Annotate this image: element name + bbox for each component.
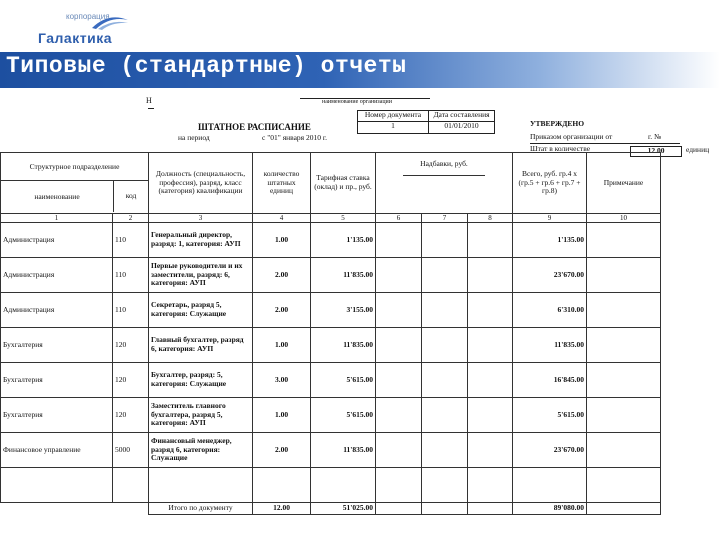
cell-units: 1.00 (253, 398, 311, 433)
cell-division: Бухгалтерия (1, 328, 113, 363)
cell-rate: 5'615.00 (311, 363, 376, 398)
table-header-row (1, 153, 661, 214)
cell-total: 5'615.00 (513, 398, 587, 433)
cell-total: 23'670.00 (513, 433, 587, 468)
cell-division: Администрация (1, 258, 113, 293)
cell-position: Главный бухгалтер, разряд 6, категория: АУП (149, 328, 253, 363)
col-number: 3 (149, 214, 253, 223)
col-number: 10 (587, 214, 661, 223)
cell-rate: 11'835.00 (311, 433, 376, 468)
totals-total: 89'080.00 (513, 503, 587, 515)
logo-brand: Галактика (38, 30, 112, 46)
totals-rate: 51'025.00 (311, 503, 376, 515)
cell-code: 5000 (113, 433, 149, 468)
col-number: 9 (513, 214, 587, 223)
doc-date-value: 01/01/2010 (428, 121, 495, 134)
cell-total: 23'670.00 (513, 258, 587, 293)
order-label: Приказом организации от (530, 132, 613, 141)
header-units: количество штатных единиц (253, 153, 311, 214)
staff-unit-label: единиц (686, 145, 710, 154)
table-row (1, 433, 661, 468)
cell-code: 120 (113, 363, 149, 398)
approved-label: УТВЕРЖДЕНО (530, 119, 585, 128)
logo-corp-label: корпорация (66, 12, 110, 21)
cell-units: 2.00 (253, 258, 311, 293)
col-number: 7 (422, 214, 468, 223)
col-number: 2 (113, 214, 149, 223)
table-row (1, 363, 661, 398)
header-position: Должность (специальность, профессия), разряд, класс (категория) квалификации (149, 153, 253, 214)
cell-units: 2.00 (253, 293, 311, 328)
col-number: 1 (1, 214, 113, 223)
cell-division: Бухгалтерия (1, 363, 113, 398)
cell-units: 1.00 (253, 328, 311, 363)
cell-code: 110 (113, 293, 149, 328)
staff-table (0, 152, 661, 515)
cell-rate: 11'835.00 (311, 258, 376, 293)
header-allowances: Надбавки, руб. (403, 153, 485, 176)
cell-units: 2.00 (253, 433, 311, 468)
table-row (1, 293, 661, 328)
col-number: 8 (468, 214, 513, 223)
cell-position: Генеральный директор, разряд: 1, категория: АУП (149, 223, 253, 258)
table-row (1, 258, 661, 293)
spacer-row (1, 468, 661, 503)
doc-title: ШТАТНОЕ РАСПИСАНИЕ (198, 122, 311, 132)
side-line (148, 108, 154, 109)
cell-code: 120 (113, 398, 149, 433)
table-row (1, 328, 661, 363)
header-division-code: код (125, 191, 137, 201)
order-number-label: г. № (648, 132, 662, 141)
header-division-group (1, 153, 149, 214)
totals-units: 12.00 (253, 503, 311, 515)
cell-division: Финансовое управление (1, 433, 113, 468)
staff-schedule-document (0, 90, 720, 540)
col-number: 5 (311, 214, 376, 223)
doc-date-label: Дата составления (428, 110, 495, 121)
cell-position: Заместитель главного бухгалтера, разряд 5, категория: АУП (149, 398, 253, 433)
cell-code: 110 (113, 223, 149, 258)
company-logo (30, 10, 170, 54)
table-row (1, 398, 661, 433)
cell-code: 110 (113, 258, 149, 293)
totals-label: Итого по документу (149, 503, 253, 515)
header-rate: Тарифная ставка (оклад) и пр., руб. (311, 153, 376, 214)
header-total: Всего, руб. гр.4 х (гр.5 + гр.6 + гр.7 + гр.8) (513, 153, 587, 214)
cell-position: Секретарь, разряд 5, категория: Служащие (149, 293, 253, 328)
header-allowances-group (376, 153, 513, 214)
header-division-name: наименование (1, 181, 114, 212)
cell-units: 3.00 (253, 363, 311, 398)
period-label: на период (178, 133, 210, 142)
cell-code: 120 (113, 328, 149, 363)
staff-count-label: Штат в количестве (530, 144, 591, 153)
col-number: 4 (253, 214, 311, 223)
org-name-label: наименование организации (322, 99, 392, 105)
header-note: Примечание (587, 153, 661, 214)
cell-total: 1'135.00 (513, 223, 587, 258)
doc-number-label: Номер документа (357, 110, 429, 121)
cell-rate: 3'155.00 (311, 293, 376, 328)
column-number-row (1, 214, 661, 223)
cell-rate: 11'835.00 (311, 328, 376, 363)
doc-number-value: 1 (357, 121, 429, 134)
header-division: Структурное подразделение (1, 154, 148, 181)
table-row (1, 223, 661, 258)
totals-row (1, 503, 661, 515)
slide-title: Типовые (стандартные) отчеты (6, 53, 407, 79)
cell-total: 6'310.00 (513, 293, 587, 328)
cell-position: Финансовый менеджер, разряд 6, категория: Служащие (149, 433, 253, 468)
col-number: 6 (376, 214, 422, 223)
cell-total: 16'845.00 (513, 363, 587, 398)
staff-count-value: 12.00 (630, 146, 682, 157)
cell-units: 1.00 (253, 223, 311, 258)
cell-position: Бухгалтер, разряд: 5, категория: Служащие (149, 363, 253, 398)
cell-rate: 1'135.00 (311, 223, 376, 258)
cell-division: Администрация (1, 223, 113, 258)
cell-rate: 5'615.00 (311, 398, 376, 433)
cell-division: Бухгалтерия (1, 398, 113, 433)
cell-position: Первые руководители и их заместители, разряд: 6, категория: АУП (149, 258, 253, 293)
side-char: Н (146, 96, 152, 105)
cell-total: 11'835.00 (513, 328, 587, 363)
period-value: с "01" января 2010 г. (262, 133, 327, 142)
cell-division: Администрация (1, 293, 113, 328)
